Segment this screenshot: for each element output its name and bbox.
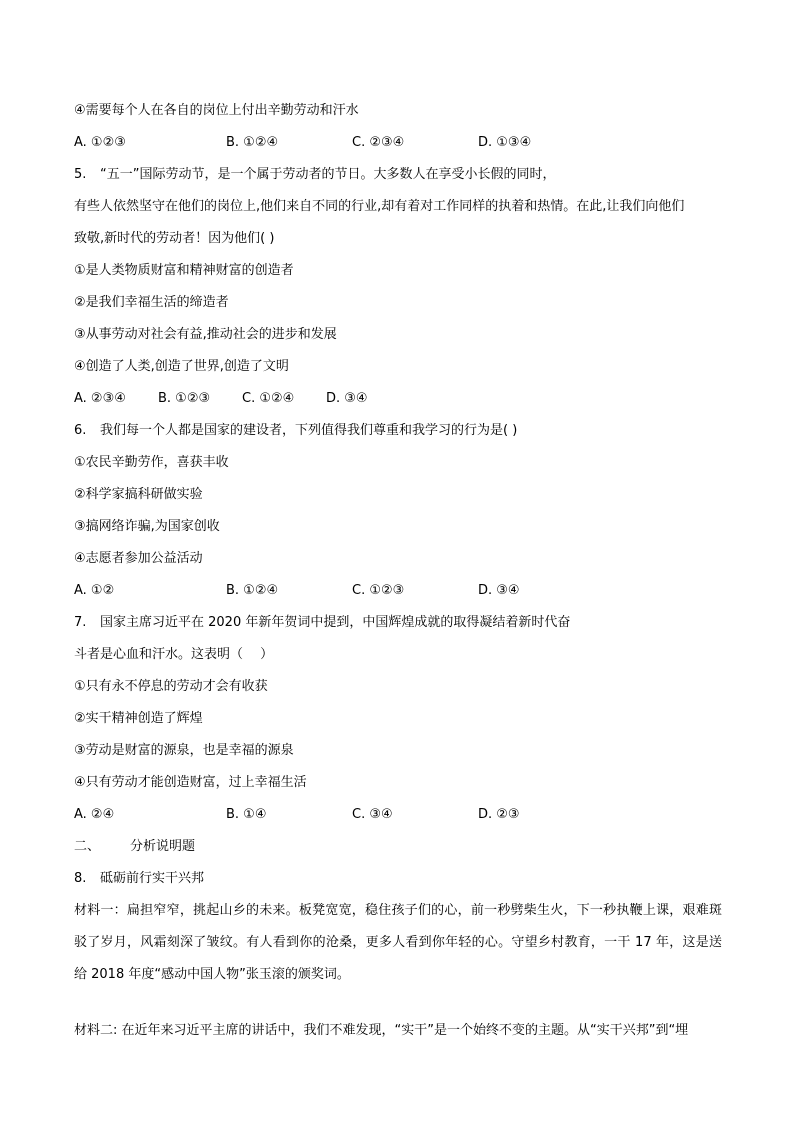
q6-option-c: C. ①②③ — [352, 583, 405, 598]
q6-option-a: A. ①② — [74, 583, 115, 598]
q8-material-2: 材料二: 在近年来习近平主席的讲话中，我们不难发现，“实干”是一个始终不变的主题。从“实干兴邦”到“埋 — [74, 1023, 689, 1038]
q6-item-4: ④志愿者参加公益活动 — [74, 551, 203, 566]
q8-material-1: 材料一：扁担窄窄，挑起山乡的未来。板凳宽宽，稳住孩子们的心，前一秒劈柴生火，下一秒执鞭上课，艰难斑驳了岁月，风霜刻深了皱纹。有人看到你的沧桑，更多人看到你年轻的心。守望乡村教育，一干 17 年，这是送给 2018 年度“感动中国人物”张玉滚的颁奖词。 — [74, 903, 722, 982]
section-2-heading — [74, 837, 195, 857]
q7-stem-line-1 — [74, 613, 570, 633]
section-2-title: 分析说明题 — [130, 839, 196, 854]
q5-option-d: D. ③④ — [326, 391, 368, 406]
q7-options — [74, 805, 714, 825]
q6-item-2: ②科学家搞科研做实验 — [74, 487, 203, 502]
q7-option-d: D. ②③ — [478, 807, 520, 822]
q7-option-b: B. ①④ — [226, 807, 267, 822]
q7-item-3: ③劳动是财富的源泉，也是幸福的源泉 — [74, 743, 294, 758]
q7-option-c: C. ③④ — [352, 807, 393, 822]
q7-option-a: A. ②④ — [74, 807, 115, 822]
q7-stem-line-2: 斗者是心血和汗水。这表明（ ） — [74, 647, 274, 662]
q5-options — [74, 389, 714, 409]
section-2-number: 二、 — [74, 839, 101, 854]
q5-item-3: ③从事劳动对社会有益,推动社会的进步和发展 — [74, 327, 337, 342]
q6-stem — [74, 421, 517, 441]
q7-item-1: ①只有永不停息的劳动才会有收获 — [74, 679, 268, 694]
q8-title-line — [74, 869, 204, 889]
q4-options — [74, 133, 714, 153]
q7-number: 7. — [74, 615, 87, 630]
q5-item-4: ④创造了人类,创造了世界,创造了文明 — [74, 359, 289, 374]
q5-option-a: A. ②③④ — [74, 391, 126, 406]
q4-option-b: B. ①②④ — [226, 135, 279, 150]
q6-option-b: B. ①②④ — [226, 583, 279, 598]
q4-item-4: ④需要每个人在各自的岗位上付出辛勤劳动和汗水 — [74, 103, 359, 118]
q5-option-c: C. ①②④ — [242, 391, 295, 406]
q5-option-b: B. ①②③ — [158, 391, 211, 406]
q7-item-4: ④只有劳动才能创造财富，过上幸福生活 — [74, 775, 307, 790]
q5-stem-line-3: 致敬,新时代的劳动者！因为他们( ) — [74, 231, 275, 246]
q5-stem-line-1 — [74, 165, 555, 185]
q4-option-c: C. ②③④ — [352, 135, 405, 150]
q6-option-d: D. ③④ — [478, 583, 520, 598]
q6-number: 6. — [74, 423, 87, 438]
q4-option-d: D. ①③④ — [478, 135, 532, 150]
q7-stem-text-1: 国家主席习近平在 2020 年新年贺词中提到，中国辉煌成就的取得凝结着新时代奋 — [100, 615, 571, 630]
q8-number: 8. — [74, 871, 87, 886]
q6-options — [74, 581, 714, 601]
q5-stem-text-1: “五一”国际劳动节，是一个属于劳动者的节日。大多数人在享受小长假的同时， — [100, 167, 556, 182]
q6-item-1: ①农民辛勤劳作，喜获丰收 — [74, 455, 229, 470]
q7-item-2: ②实干精神创造了辉煌 — [74, 711, 203, 726]
q5-item-2: ②是我们幸福生活的缔造者 — [74, 295, 229, 310]
q5-number: 5. — [74, 167, 87, 182]
q6-stem-text: 我们每一个人都是国家的建设者，下列值得我们尊重和我学习的行为是( ) — [100, 423, 518, 438]
q8-title: 砥砺前行实干兴邦 — [100, 871, 205, 886]
q6-item-3: ③搞网络诈骗,为国家创收 — [74, 519, 220, 534]
q5-stem-line-2: 有些人依然坚守在他们的岗位上,他们来自不同的行业,却有着对工作同样的执着和热情。在此,让我们向他们 — [74, 199, 685, 214]
q5-item-1: ①是人类物质财富和精神财富的创造者 — [74, 263, 294, 278]
q4-option-a: A. ①②③ — [74, 135, 126, 150]
